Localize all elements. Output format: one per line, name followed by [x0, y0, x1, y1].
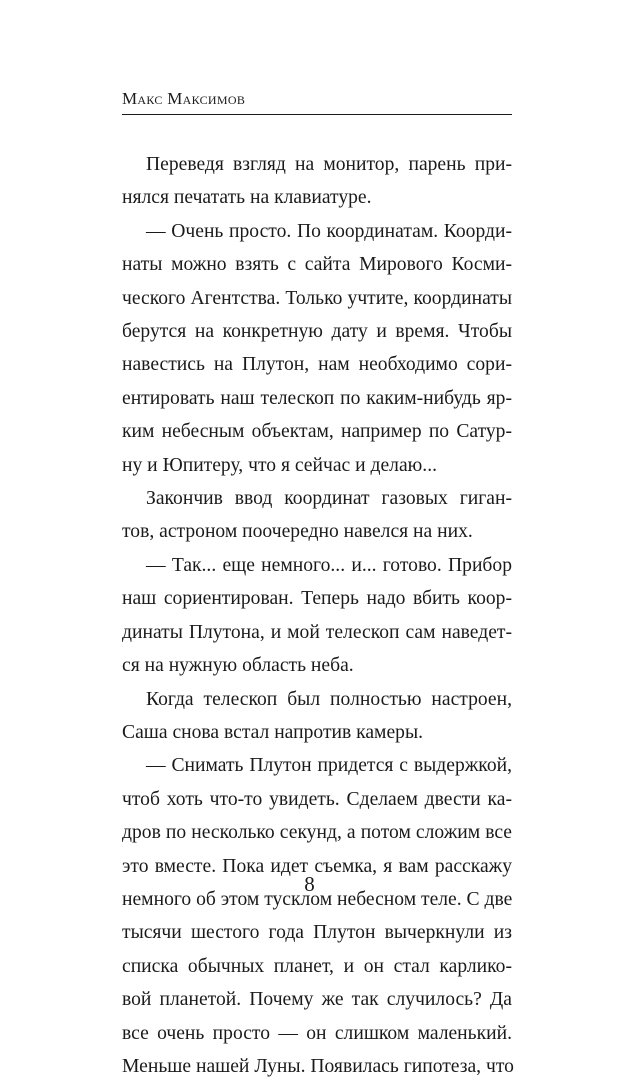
text-line: — Так... еще немного... и... готово. Прибор — [146, 554, 512, 576]
page-number: 8 — [304, 872, 315, 896]
header-rule — [122, 114, 512, 115]
text-line: это вместе. Пока идет съемка, я вам расскажу — [122, 855, 512, 877]
text-line: ческого Агентства. Только учтите, координаты — [122, 287, 512, 309]
text-line: дров по несколько секунд, а потом сложим все — [122, 822, 512, 844]
text-line: навестись на Плутон, нам необходимо сори- — [122, 354, 512, 376]
text-line: Когда телескоп был полностью настроен, — [146, 688, 512, 710]
text-line: динаты Плутона, и мой телескоп сам наведет- — [122, 621, 512, 643]
text-line: Меньше нашей Луны. Появилась гипотеза, что — [122, 1055, 514, 1077]
text-line: берутся на конкретную дату и время. Чтобы — [122, 321, 512, 343]
text-line: списка обычных планет, и он стал карлико- — [122, 955, 512, 977]
text-line: Закончив ввод координат газовых гиган- — [146, 488, 512, 510]
text-line: тов, астроном поочередно навелся на них. — [122, 521, 473, 543]
text-line: Саша снова встал напротив камеры. — [122, 721, 424, 743]
text-line: — Снимать Плутон придется с выдержкой, — [146, 755, 512, 777]
text-line: вой планетой. Почему же так случилось? Да — [122, 989, 512, 1011]
text-line: ким небесным объектам, например по Сатур- — [122, 421, 512, 443]
text-line: ну и Юпитеру, что я сейчас и делаю... — [122, 454, 437, 476]
text-line: немного об этом тусклом небесном теле. С две — [122, 888, 513, 910]
body-text — [122, 148, 512, 1083]
running-head: Макс Максимов — [122, 89, 246, 108]
text-line: наты можно взять с сайта Мирового Косми- — [122, 254, 512, 276]
text-line: все очень просто — он слишком маленький. — [122, 1022, 512, 1044]
text-line: тысячи шестого года Плутон вычеркнули из — [122, 922, 512, 944]
text-line: наш сориентирован. Теперь надо вбить коор- — [122, 588, 512, 610]
text-line: чтоб хоть что-то увидеть. Сделаем двести ка- — [122, 788, 512, 810]
text-line: ся на нужную область неба. — [122, 655, 354, 677]
text-line: Переведя взгляд на монитор, парень при- — [146, 154, 512, 175]
text-line: — Очень просто. По координатам. Коорди- — [146, 220, 512, 242]
text-line: нялся печатать на клавиатуре. — [122, 187, 372, 209]
text-line: ентировать наш телескоп по каким-нибудь яр- — [122, 387, 512, 409]
